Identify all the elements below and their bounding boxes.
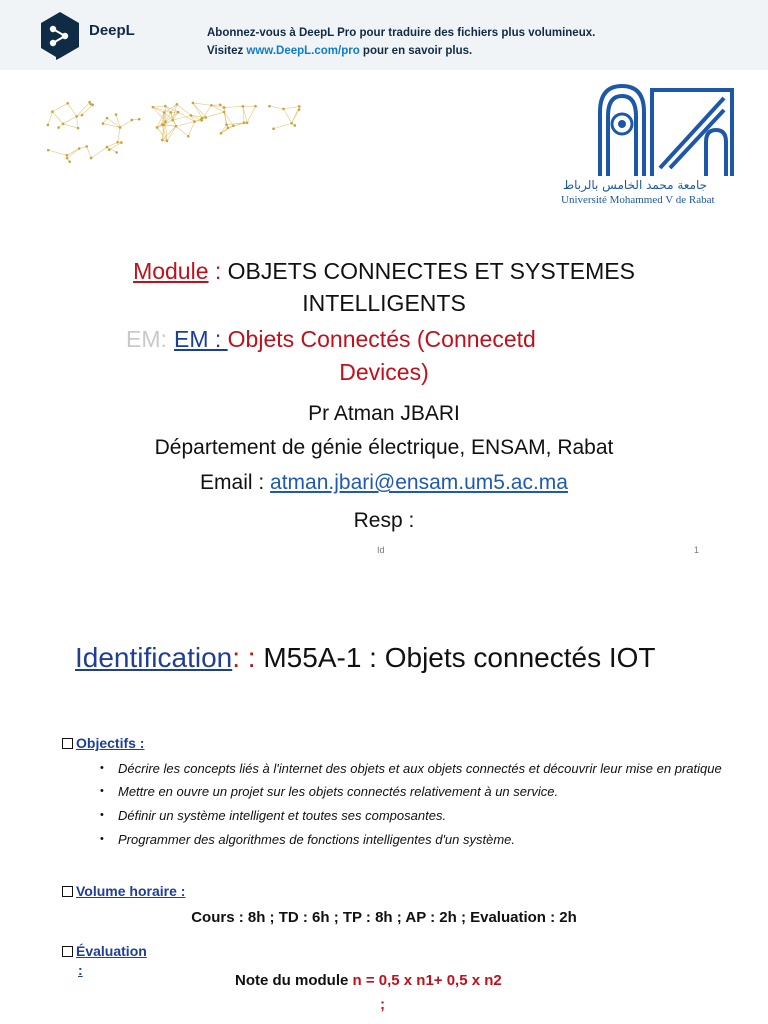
- email-label: Email :: [200, 471, 271, 494]
- university-logo-icon: [556, 82, 736, 178]
- banner-line-2-suffix: pour en savoir plus.: [359, 45, 473, 57]
- list-item: • Décrire les concepts liés à l'internet des objets et aux objets connectés et découvrir leur mise en pratique: [98, 760, 738, 777]
- identification-value: M55A-1 : Objets connectés IOT: [263, 642, 656, 673]
- em-label: EM :: [174, 326, 228, 352]
- resp-label: Resp :: [353, 509, 415, 532]
- professor-name: Pr Atman JBARI: [308, 402, 460, 425]
- deepl-brand: DeepL: [89, 22, 135, 39]
- em-ghost-label: EM:: [126, 326, 167, 352]
- evaluation-label: Évaluation: [76, 943, 147, 959]
- checkbox-square-icon: [62, 886, 73, 897]
- banner-line-2-prefix: Visitez: [207, 45, 247, 57]
- deepl-logo-icon[interactable]: [38, 11, 82, 61]
- deepl-banner: [0, 0, 768, 70]
- evaluation-heading: [62, 943, 147, 959]
- module-label: Module: [133, 258, 209, 284]
- objectifs-heading: [62, 735, 144, 751]
- module-title-2: INTELLIGENTS: [302, 290, 466, 316]
- em-title-line-1: [174, 326, 536, 353]
- identification-colon: : :: [232, 642, 264, 673]
- module-title-line-1: [0, 258, 768, 285]
- volume-heading: [62, 883, 185, 899]
- email-link[interactable]: atman.jbari@ensam.um5.ac.ma: [270, 471, 568, 494]
- university-name-french: Université Mohammed V de Rabat: [561, 194, 715, 206]
- department: Département de génie électrique, ENSAM, Rabat: [154, 436, 614, 459]
- list-item: • Mettre en ouvre un projet sur les objets connectés relativement à un service.: [98, 783, 738, 800]
- note-formula: n = 0,5 x n1+ 0,5 x n2: [352, 972, 502, 989]
- banner-line-1: Abonnez-vous à DeepL Pro pour traduire des fichiers plus volumineux.: [207, 27, 596, 39]
- checkbox-square-icon: [62, 946, 73, 957]
- list-item: • Définir un système intelligent et toutes ses composantes.: [98, 807, 738, 824]
- module-colon: :: [208, 258, 228, 284]
- checkbox-square-icon: [62, 738, 73, 749]
- note-label: Note du module: [235, 972, 353, 989]
- evaluation-colon: :: [78, 962, 83, 978]
- module-title-1: OBJETS CONNECTES ET SYSTEMES: [227, 258, 635, 284]
- identification-heading: [75, 642, 656, 674]
- identification-label: Identification: [75, 642, 233, 673]
- objectifs-list: [98, 760, 738, 855]
- note-line: [235, 972, 502, 989]
- banner-line-2: [207, 42, 595, 60]
- list-item: • Programmer des algorithmes de fonctions intelligentes d'un système.: [98, 831, 738, 848]
- volume-value: Cours : 8h ; TD : 6h ; TP : 8h ; AP : 2h ; Evaluation : 2h: [191, 909, 577, 926]
- network-decoration-image: [46, 98, 316, 170]
- deepl-pro-link[interactable]: www.DeepL.com/pro: [246, 45, 360, 57]
- slide-footer-id: Id: [377, 545, 385, 555]
- university-name-arabic: جامعة محمد الخامس بالرباط: [563, 178, 708, 192]
- em-title-2: Devices): [339, 359, 429, 385]
- slide-page-number: 1: [694, 545, 700, 555]
- objectifs-label: Objectifs :: [76, 735, 145, 751]
- em-title-1: Objets Connectés (Connecetd: [227, 326, 536, 352]
- volume-label: Volume horaire :: [76, 883, 186, 899]
- note-semicolon: ;: [380, 996, 385, 1013]
- banner-message: [207, 24, 595, 60]
- email-line: [0, 471, 768, 495]
